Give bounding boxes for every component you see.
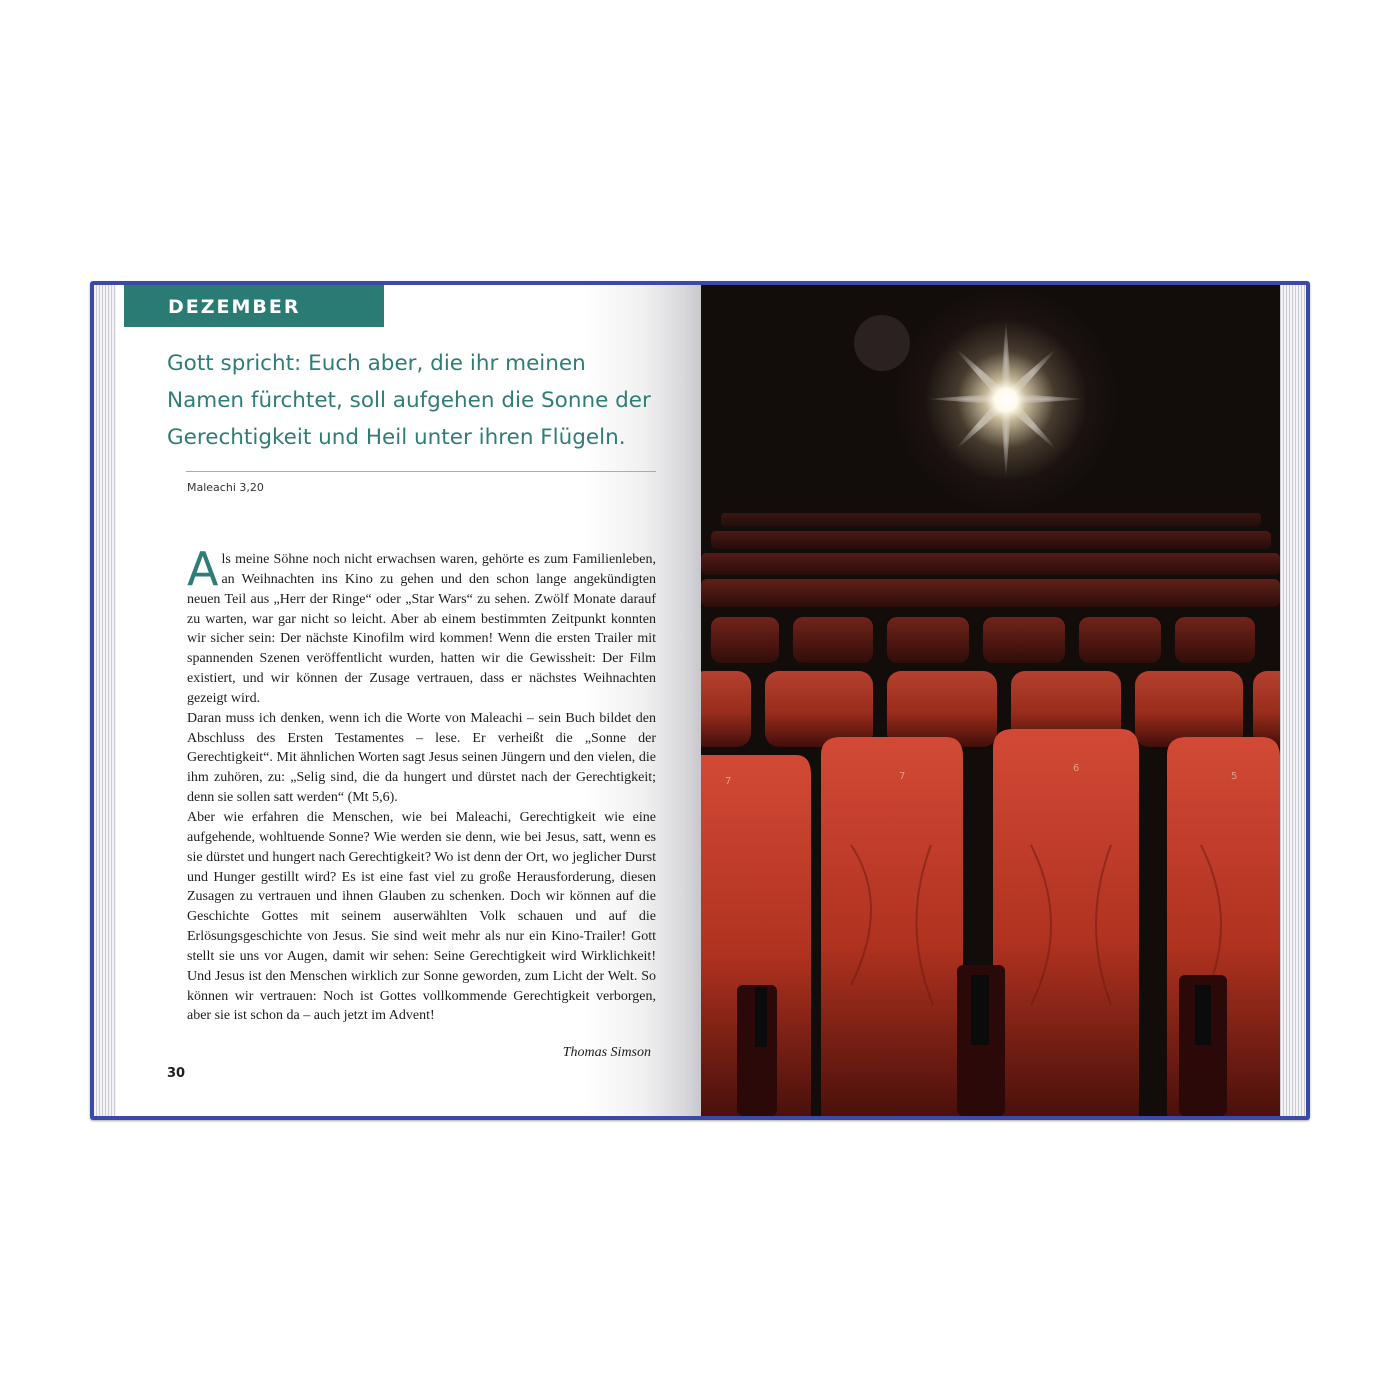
quote-reference: Maleachi 3,20: [187, 481, 264, 494]
devotional-text: [187, 542, 656, 1026]
left-page: [116, 285, 701, 1116]
seat-number-2: 7: [899, 771, 906, 782]
paragraph-3: Aber wie erfahren die Menschen, wie bei Maleachi, Gerechtigkeit wie eine aufgehende, wohltuende Sonne? Wie werden sie denn, wie bei Jesus, satt, wenn es sie dürstet und hungert nach Gerechtigkeit? Wo ist denn der Ort, wo jeglicher Durst und Hunger gestillt wird? Es ist eine fast viel zu große Herausforderung, diesen Zusagen zu vertrauen und ihnen Glauben zu schenken. Doch wir können auf die Geschichte Gottes mit seinem auserwählten Volk schauen und auf die Erlösungsgeschichte von Jesus. Sie sind weit mehr als nur ein Kino-Trailer! Gott stellt sie uns vor Augen, damit wir sehen: Seine Gerechtigkeit wird Wirklichkeit! Und Jesus ist den Menschen wirklich zur Sonne geworden, zum Licht der Welt. So können wir vertrauen: Noch ist Gottes vollkommende Gerechtigkeit verborgen, aber sie ist schon da – auch jetzt im Advent!: [187, 809, 656, 1024]
seat-number-4: 5: [1231, 771, 1238, 782]
page-number: 30: [167, 1066, 186, 1081]
month-banner: DEZEMBER: [124, 285, 384, 327]
cinema-seats-image: [701, 285, 1280, 1116]
drop-cap: A: [187, 542, 219, 596]
paragraph-2: Daran muss ich denken, wenn ich die Worte von Maleachi – sein Buch bildet den Abschluss des Ersten Testamentes – lese. Er verheißt die „Sonne der Gerechtigkeit“. Mit ähnlichen Worten sagt Jesus seinen Jüngern und den vielen, die ihm zuhören, zu: „Selig sind, die da hungert und dürstet nach der Gerechtigkeit; denn sie sollen satt werden“ (Mt 5,6).: [187, 710, 656, 806]
seat-row-5: [711, 617, 1255, 663]
right-page-photo: [701, 285, 1280, 1116]
seat-row-4: [701, 671, 1280, 747]
page-edges-right: [1280, 285, 1306, 1116]
paragraph-1-text: ls meine Söhne noch nicht erwachsen waren, gehörte es zum Familienleben, an Weihnachten ins Kino zu gehen und den schon lange angekündigten neuen Teil aus „Herr der Ringe“ oder „Star Wars“ zu sehen. Zwölf Monate darauf zu warten, war gar nicht so leicht. Aber ab einem bestimmten Zeitpunkt konnten wir sicher sein: Der nächste Kinofilm wird kommen! Wenn die ersten Trailer mit spannenden Szenen veröffentlicht wurden, hatten wir die Gewissheit: Der Film existiert, und wir können der Zusage vertrauen, dass er nächstes Weihnachten gezeigt wird.: [187, 552, 656, 706]
bible-quote: Gott spricht: Euch aber, die ihr meinen Namen fürchtet, soll aufgehen die Sonne der Gerechtigkeit und Heil unter ihren Flügeln.: [167, 351, 651, 450]
paragraph-1: [187, 542, 656, 709]
quote-divider: [186, 471, 656, 472]
page-edges-left: [94, 285, 116, 1116]
light-rays: [926, 319, 1086, 479]
open-book: [90, 281, 1310, 1120]
far-seat-rows: [701, 513, 1280, 607]
seat-number-1: 7: [725, 776, 732, 787]
author-name: Thomas Simson: [562, 1045, 651, 1060]
seat-number-3: 6: [1073, 763, 1080, 774]
